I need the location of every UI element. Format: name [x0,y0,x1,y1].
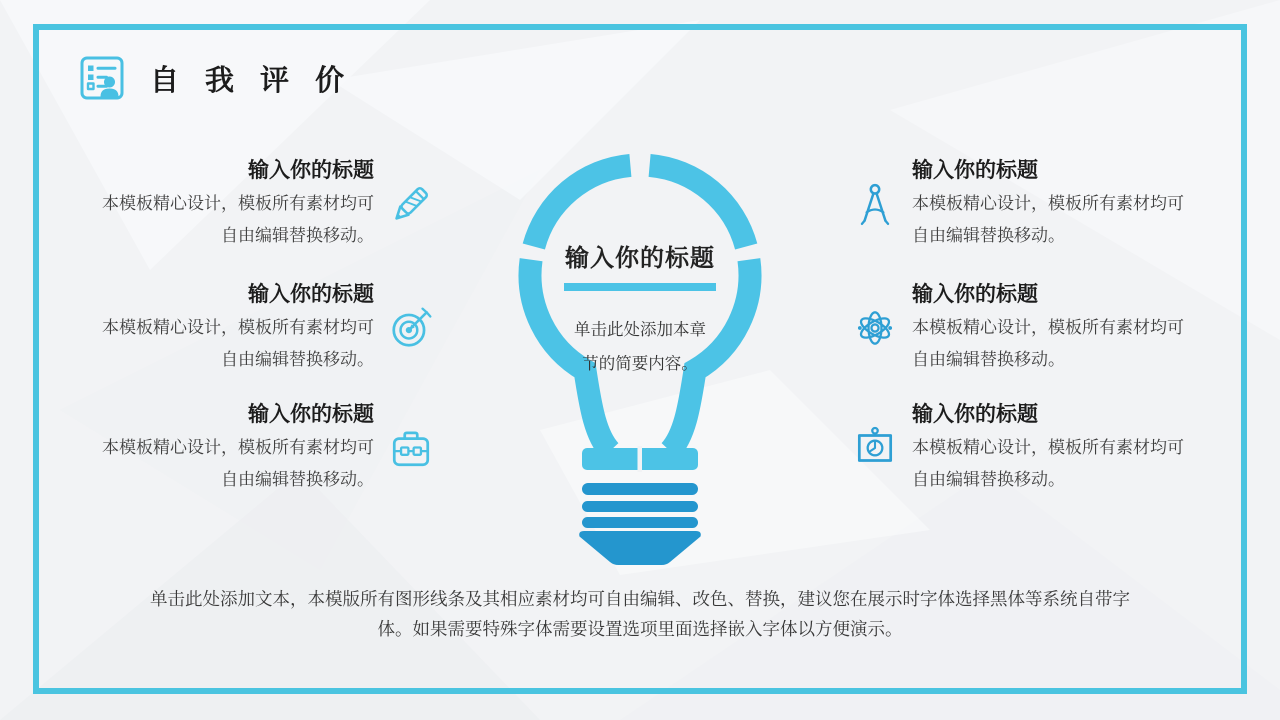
body-line: 本模板精心设计，模板所有素材均可 [102,318,374,337]
right-block-2 [852,280,1224,376]
body-line: 节的简要内容。 [582,355,698,373]
block-body [912,188,1224,252]
bulb-title: 输入你的标题 [565,245,715,272]
block-body [912,432,1224,496]
bulb-content [538,238,742,381]
block-body [912,312,1224,376]
footer-note [70,584,1210,644]
body-line: 本模板精心设计，模板所有素材均可 [912,318,1184,337]
block-title: 输入你的标题 [912,283,1038,306]
right-block-3 [852,400,1224,496]
body-line: 自由编辑替换移动。 [221,226,374,245]
left-block-2 [62,280,434,376]
right-block-1 [852,156,1224,252]
body-line: 本模板精心设计，模板所有素材均可 [102,438,374,457]
body-line: 本模板精心设计，模板所有素材均可 [102,194,374,213]
page-title: 自我评价 [150,64,371,97]
bulb-base [579,483,701,565]
block-body [62,432,374,496]
block-title: 输入你的标题 [248,403,374,426]
compass-icon [852,181,898,227]
left-block-1 [62,156,434,252]
briefcase-icon [388,425,434,471]
pencil-icon [388,181,434,227]
body-line: 自由编辑替换移动。 [912,470,1065,489]
header [78,54,370,102]
title-underline [564,283,716,291]
footer-line: 体。如果需要特殊字体需要设置选项里面选择嵌入字体以方便演示。 [377,619,903,639]
presentation-chart-icon [852,425,898,471]
resume-checklist-icon [78,54,126,102]
body-line: 自由编辑替换移动。 [221,470,374,489]
body-line: 单击此处添加本章 [574,321,706,339]
block-title: 输入你的标题 [912,159,1038,182]
block-body [62,188,374,252]
block-title: 输入你的标题 [248,159,374,182]
target-icon [388,305,434,351]
block-title: 输入你的标题 [248,283,374,306]
bulb-body [538,313,742,381]
body-line: 自由编辑替换移动。 [912,226,1065,245]
body-line: 本模板精心设计，模板所有素材均可 [912,438,1184,457]
left-block-3 [62,400,434,496]
body-line: 本模板精心设计，模板所有素材均可 [912,194,1184,213]
atom-icon [852,305,898,351]
body-line: 自由编辑替换移动。 [221,350,374,369]
block-body [62,312,374,376]
block-title: 输入你的标题 [912,403,1038,426]
body-line: 自由编辑替换移动。 [912,350,1065,369]
footer-line: 单击此处添加文本，本模版所有图形线条及其相应素材均可自由编辑、改色、替换，建议您在展示时字体选择黑体等系统自带字 [150,589,1130,609]
